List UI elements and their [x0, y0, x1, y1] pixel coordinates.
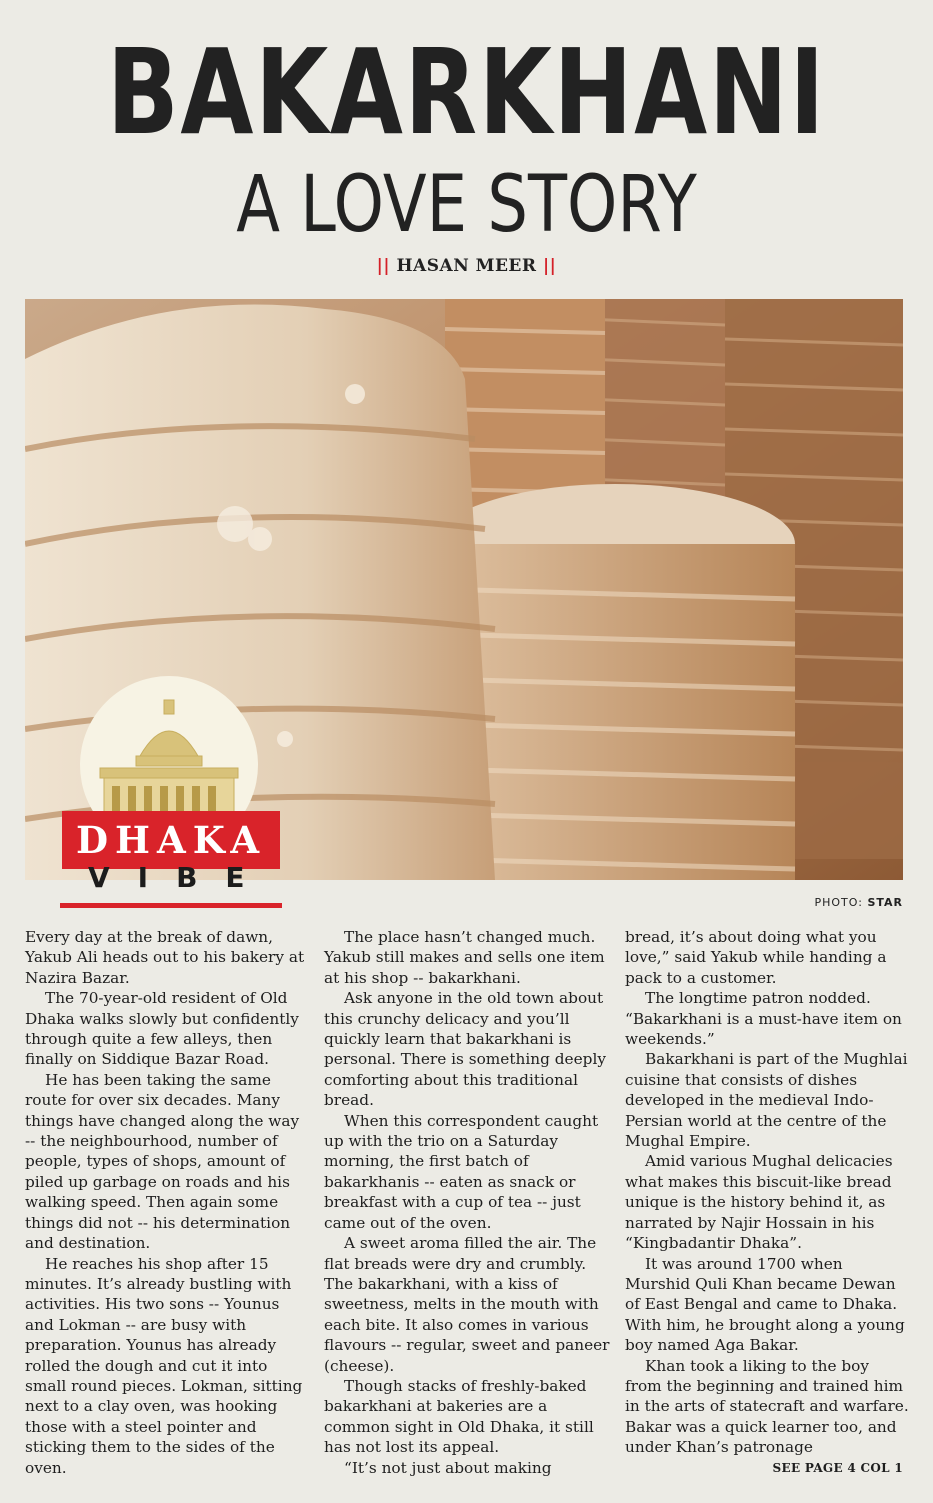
- byline-bar-left: ||: [376, 256, 391, 276]
- paragraph: “It’s not just about making: [344, 1458, 552, 1477]
- continuation-note: SEE PAGE 4 COL 1: [772, 1461, 903, 1475]
- paragraph: It was around 1700 when Murshid Quli Khan became Dewan of East Bengal and came to Dhaka. With him, he brought along a young boy named Aga Bakar.: [625, 1254, 905, 1355]
- article-column-2: [324, 927, 610, 1478]
- paragraph: He has been taking the same route for over six decades. Many things have changed along the way -- the neighbourhood, number of people, types of shops, amount of piled up garbage on roads and his walking speed. Then again some things did not -- his determination and destination.: [25, 1070, 300, 1253]
- headline: BAKARKHANI: [106, 23, 827, 161]
- photo-credit-source: STAR: [867, 896, 903, 909]
- paragraph: The place hasn’t changed much. Yakub still makes and sells one item at his shop -- bakarkhani.: [324, 928, 605, 987]
- paragraph: When this correspondent caught up with the trio on a Saturday morning, the first batch of bakarkhanis -- eaten as snack or breakfast with a cup of tea -- just came out of the oven.: [324, 1111, 599, 1232]
- paragraph: Bakarkhani is part of the Mughlai cuisine that consists of dishes developed in the medieval Indo-Persian world at the centre of the Mughal Empire.: [625, 1050, 908, 1151]
- photo-credit: [814, 896, 903, 909]
- paragraph: Ask anyone in the old town about this crunchy delicacy and you’ll quickly learn that bakarkhani is personal. There is something deeply comforting about this traditional bread.: [324, 989, 606, 1110]
- byline: [0, 256, 933, 276]
- paragraph: The longtime patron nodded. “Bakarkhani is a must-have item on weekends.”: [625, 989, 902, 1049]
- photo-credit-label: PHOTO:: [814, 896, 863, 909]
- subheadline: A LOVE STORY: [236, 160, 697, 250]
- badge-word-dhaka: DHAKA: [75, 818, 267, 862]
- dhaka-vibe-badge: [58, 664, 288, 914]
- badge-word-vibe: VIBE: [88, 861, 273, 894]
- paragraph: He reaches his shop after 15 minutes. It’s already bustling with activities. His two sons -- Younus and Lokman -- are busy with preparation. Younus has already rolled the dough and cut it into small round pieces. Lokman, sitting next to a clay oven, was hooking those with a steel pointer and sticking them to the sides of the oven.: [25, 1254, 303, 1477]
- paragraph: bread, it’s about doing what you love,” said Yakub while handing a pack to a customer.: [625, 928, 887, 987]
- paragraph: Amid various Mughal delicacies what makes this biscuit-like bread unique is the history behind it, as narrated by Najir Hossain in his “Kingbadantir Dhaka”.: [625, 1152, 893, 1253]
- byline-author: HASAN MEER: [396, 256, 537, 276]
- paragraph: Though stacks of freshly-baked bakarkhani at bakeries are a common sight in Old Dhaka, it still has not lost its appeal.: [324, 1376, 594, 1457]
- paragraph: Every day at the break of dawn, Yakub Ali heads out to his bakery at Nazira Bazar.: [25, 928, 305, 987]
- paragraph: Khan took a liking to the boy from the beginning and trained him in the arts of statecraft and warfare. Bakar was a quick learner too, and under Khan’s patronage: [625, 1356, 909, 1457]
- article-column-3: [625, 927, 910, 1458]
- paragraph: A sweet aroma filled the air. The flat breads were dry and crumbly. The bakarkhani, with a kiss of sweetness, melts in the mouth with each bite. It also comes in various flavours -- regular, sweet and paneer (cheese).: [324, 1234, 610, 1375]
- byline-bar-right: ||: [542, 256, 557, 276]
- paragraph: The 70-year-old resident of Old Dhaka walks slowly but confidently through quite a few alleys, then finally on Siddique Bazar Road.: [25, 989, 299, 1069]
- article-column-1: [25, 927, 307, 1478]
- badge-underline: [60, 903, 282, 908]
